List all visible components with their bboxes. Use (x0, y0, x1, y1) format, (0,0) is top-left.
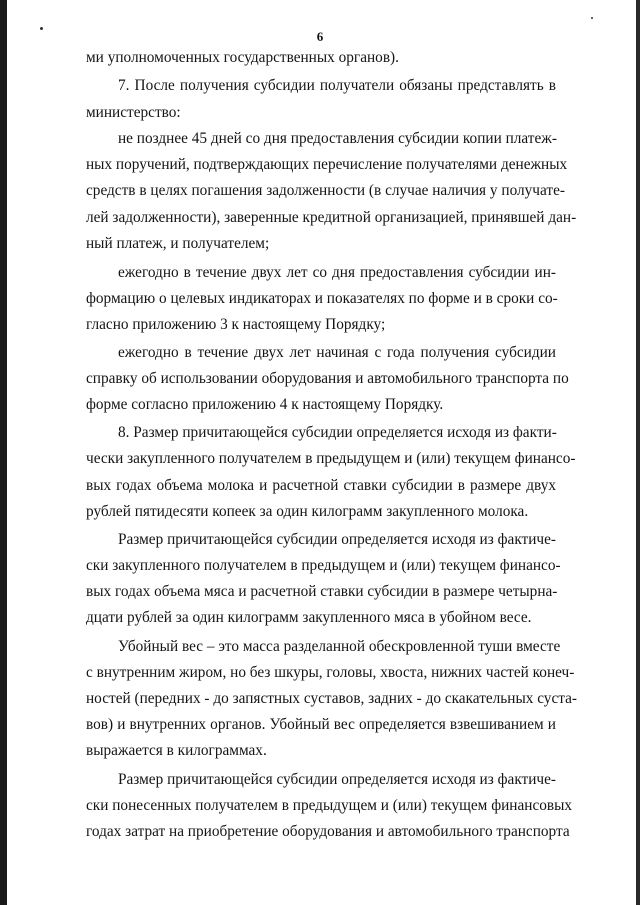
text-line: ных поручений, подтверждающих перечисление получателями денежных (86, 156, 568, 173)
text-line: Размер причитающейся субсидии определяется исходя из фактиче- (118, 531, 556, 548)
text-line: вов) и внутренних органов. Убойный вес определяется взвешиванием и (86, 716, 556, 733)
text-line: чески закупленного получателем в предыдущем и (или) текущем финансо- (86, 450, 576, 467)
text-line: гласно приложению 3 к настоящему Порядку; (86, 316, 386, 333)
text-line: средств в целях погашения задолженности (в случае наличия у получате- (86, 182, 565, 199)
text-line: ми уполномоченных государственных органов). (86, 49, 399, 66)
text-line: ежегодно в течение двух лет со дня предоставления субсидии ин- (118, 264, 556, 281)
text-line: вых годах объема мяса и расчетной ставки субсидии в размере четырна- (86, 583, 558, 600)
text-line: формацию о целевых индикаторах и показателях по форме и в сроки со- (86, 290, 558, 307)
text-line: годах затрат на приобретение оборудования и автомобильного транспорта (86, 823, 570, 840)
text-line: с внутренним жиром, но без шкуры, головы, хвоста, нижних частей конеч- (86, 664, 575, 681)
text-line: вых годах объема молока и расчетной ставки субсидии в размере двух (86, 477, 556, 494)
text-line: ежегодно в течение двух лет начиная с года получения субсидии (118, 344, 556, 361)
scan-speck (591, 17, 593, 19)
text-line: министерство: (86, 104, 181, 121)
text-line: ный платеж, и получателем; (86, 235, 270, 252)
text-line: Размер причитающейся субсидии определяется исходя из фактиче- (118, 771, 556, 788)
text-line: не позднее 45 дней со дня предоставления субсидии копии платеж- (118, 130, 557, 147)
page-number: 6 (316, 29, 324, 44)
text-line: 7. После получения субсидии получатели обязаны представлять в (118, 77, 556, 94)
scan-border-left (0, 0, 7, 905)
text-line: лей задолженности), заверенные кредитной организацией, принявшей дан- (86, 209, 577, 226)
text-line: Убойный вес – это масса разделанной обескровленной туши вместе (118, 638, 561, 655)
text-line: 8. Размер причитающейся субсидии определяется исходя из факти- (118, 424, 557, 441)
text-line: выражается в килограммах. (86, 742, 267, 759)
text-line: ски закупленного получателем в предыдущем и (или) текущем финансо- (86, 557, 561, 574)
text-line: форме согласно приложению 4 к настоящему Порядку. (86, 396, 444, 413)
text-line: ски понесенных получателем в предыдущем и (или) текущем финансовых (86, 797, 573, 814)
text-line: дцати рублей за один килограмм закупленного мяса в убойном весе. (86, 609, 532, 626)
text-line: справку об использовании оборудования и автомобильного транспорта по (86, 370, 569, 387)
scan-border-right (636, 0, 640, 905)
text-line: ностей (передних - до запястных суставов, задних - до скакательных суста- (86, 690, 577, 707)
text-line: рублей пятидесяти копеек за один килограмм закупленного молока. (86, 503, 529, 520)
